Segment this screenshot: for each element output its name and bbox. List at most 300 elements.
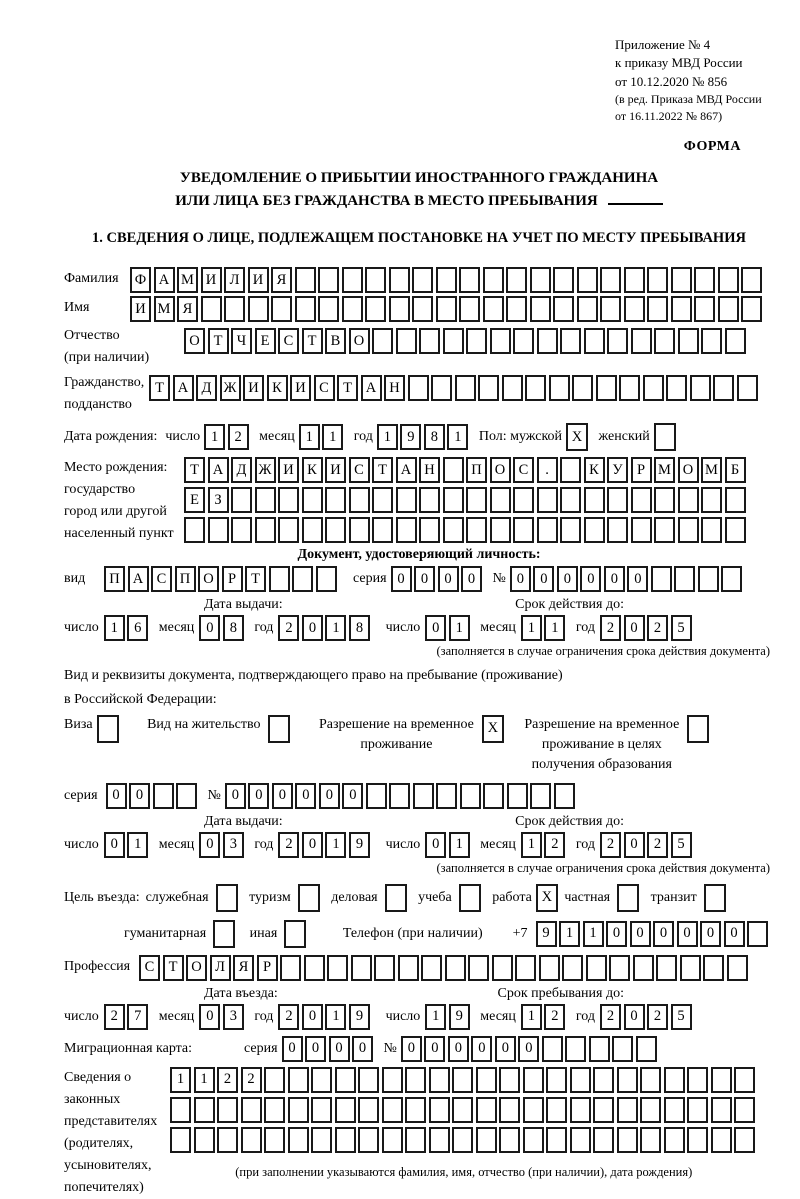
char-cell[interactable] <box>201 296 222 322</box>
char-cell[interactable] <box>429 1127 450 1153</box>
char-cell[interactable] <box>530 267 551 293</box>
char-cell[interactable] <box>718 296 739 322</box>
char-cell[interactable] <box>302 517 323 543</box>
char-cell[interactable] <box>443 328 464 354</box>
char-cell[interactable] <box>405 1097 426 1123</box>
char-cell[interactable] <box>490 517 511 543</box>
char-cell[interactable]: 0 <box>606 921 627 947</box>
char-cell[interactable] <box>264 1067 285 1093</box>
char-cell[interactable]: 0 <box>677 921 698 947</box>
char-cell[interactable] <box>241 1097 262 1123</box>
char-cell[interactable] <box>718 267 739 293</box>
char-cell[interactable] <box>483 296 504 322</box>
char-cell[interactable] <box>554 783 575 809</box>
char-cell[interactable] <box>737 375 758 401</box>
char-cell[interactable]: К <box>267 375 288 401</box>
char-cell[interactable]: Ф <box>130 267 151 293</box>
char-cell[interactable] <box>153 783 174 809</box>
char-cell[interactable] <box>711 1097 732 1123</box>
char-cell[interactable] <box>577 296 598 322</box>
char-cell[interactable] <box>405 1127 426 1153</box>
char-cell[interactable] <box>351 955 372 981</box>
char-cell[interactable]: 1 <box>447 424 468 450</box>
char-cell[interactable] <box>690 375 711 401</box>
char-cell[interactable] <box>694 296 715 322</box>
char-cell[interactable] <box>382 1067 403 1093</box>
char-cell[interactable] <box>570 1067 591 1093</box>
char-cell[interactable] <box>664 1067 685 1093</box>
char-cell[interactable]: 0 <box>199 832 220 858</box>
char-cell[interactable] <box>304 955 325 981</box>
char-cell[interactable]: 0 <box>272 783 293 809</box>
char-cell[interactable]: Е <box>255 328 276 354</box>
char-cell[interactable]: В <box>325 328 346 354</box>
char-cell[interactable] <box>349 517 370 543</box>
char-cell[interactable] <box>436 783 457 809</box>
char-cell[interactable] <box>525 375 546 401</box>
char-cell[interactable] <box>570 1127 591 1153</box>
char-cell[interactable]: 1 <box>325 1004 346 1030</box>
char-cell[interactable] <box>490 328 511 354</box>
char-cell[interactable] <box>560 328 581 354</box>
char-cell[interactable]: 2 <box>278 1004 299 1030</box>
char-cell[interactable] <box>316 566 337 592</box>
char-cell[interactable] <box>231 517 252 543</box>
char-cell[interactable] <box>476 1067 497 1093</box>
char-cell[interactable] <box>349 487 370 513</box>
char-cell[interactable]: 2 <box>600 832 621 858</box>
char-cell[interactable] <box>624 267 645 293</box>
char-cell[interactable]: 0 <box>471 1036 492 1062</box>
char-cell[interactable]: 1 <box>425 1004 446 1030</box>
char-cell[interactable]: 3 <box>223 832 244 858</box>
char-cell[interactable] <box>269 566 290 592</box>
char-cell[interactable] <box>502 375 523 401</box>
char-cell[interactable] <box>431 375 452 401</box>
char-cell[interactable]: К <box>584 457 605 483</box>
char-cell[interactable]: М <box>701 457 722 483</box>
char-cell[interactable] <box>483 267 504 293</box>
char-cell[interactable] <box>725 328 746 354</box>
char-cell[interactable] <box>455 375 476 401</box>
char-cell[interactable] <box>194 1097 215 1123</box>
char-cell[interactable] <box>452 1097 473 1123</box>
char-cell[interactable] <box>725 517 746 543</box>
char-cell[interactable]: С <box>349 457 370 483</box>
char-cell[interactable]: А <box>154 267 175 293</box>
char-cell[interactable] <box>651 566 672 592</box>
char-cell[interactable]: 0 <box>518 1036 539 1062</box>
char-cell[interactable]: 5 <box>671 832 692 858</box>
char-cell[interactable] <box>713 375 734 401</box>
char-cell[interactable]: 2 <box>544 1004 565 1030</box>
char-cell[interactable]: О <box>490 457 511 483</box>
char-cell[interactable]: 1 <box>325 615 346 641</box>
char-cell[interactable]: 1 <box>204 424 225 450</box>
char-cell[interactable] <box>325 517 346 543</box>
char-cell[interactable]: Л <box>224 267 245 293</box>
char-cell[interactable]: А <box>361 375 382 401</box>
char-cell[interactable]: П <box>104 566 125 592</box>
char-cell[interactable]: 0 <box>282 1036 303 1062</box>
char-cell[interactable]: 0 <box>580 566 601 592</box>
char-cell[interactable] <box>586 955 607 981</box>
char-cell[interactable] <box>408 375 429 401</box>
char-cell[interactable] <box>335 1127 356 1153</box>
char-cell[interactable]: 0 <box>425 615 446 641</box>
char-cell[interactable]: С <box>278 328 299 354</box>
char-cell[interactable] <box>372 487 393 513</box>
char-cell[interactable] <box>656 955 677 981</box>
char-cell[interactable]: М <box>654 457 675 483</box>
char-cell[interactable] <box>584 517 605 543</box>
char-cell[interactable]: Д <box>196 375 217 401</box>
char-cell[interactable] <box>335 1097 356 1123</box>
char-cell[interactable] <box>664 1127 685 1153</box>
char-cell[interactable] <box>636 1036 657 1062</box>
char-cell[interactable] <box>537 517 558 543</box>
char-cell[interactable]: Ж <box>255 457 276 483</box>
char-cell[interactable]: 0 <box>624 615 645 641</box>
char-cell[interactable] <box>396 487 417 513</box>
char-cell[interactable] <box>429 1067 450 1093</box>
char-cell[interactable] <box>674 566 695 592</box>
char-cell[interactable] <box>412 296 433 322</box>
char-cell[interactable]: Я <box>177 296 198 322</box>
char-cell[interactable]: 0 <box>199 1004 220 1030</box>
char-cell[interactable] <box>318 267 339 293</box>
char-cell[interactable] <box>654 328 675 354</box>
char-cell[interactable] <box>419 517 440 543</box>
char-cell[interactable]: 9 <box>400 424 421 450</box>
char-cell[interactable]: 0 <box>305 1036 326 1062</box>
char-cell[interactable] <box>701 517 722 543</box>
char-cell[interactable] <box>572 375 593 401</box>
char-cell[interactable] <box>617 1127 638 1153</box>
char-cell[interactable] <box>612 1036 633 1062</box>
char-cell[interactable] <box>499 1097 520 1123</box>
char-cell[interactable] <box>565 1036 586 1062</box>
char-cell[interactable] <box>358 1067 379 1093</box>
char-cell[interactable] <box>703 955 724 981</box>
char-cell[interactable] <box>633 955 654 981</box>
char-cell[interactable]: З <box>208 487 229 513</box>
char-cell[interactable] <box>271 296 292 322</box>
char-cell[interactable]: 1 <box>325 832 346 858</box>
char-cell[interactable] <box>298 884 320 912</box>
char-cell[interactable] <box>255 517 276 543</box>
char-cell[interactable] <box>631 517 652 543</box>
char-cell[interactable] <box>241 1127 262 1153</box>
char-cell[interactable] <box>248 296 269 322</box>
char-cell[interactable] <box>553 296 574 322</box>
char-cell[interactable] <box>523 1127 544 1153</box>
char-cell[interactable]: 0 <box>104 832 125 858</box>
char-cell[interactable]: 0 <box>106 783 127 809</box>
char-cell[interactable] <box>584 487 605 513</box>
char-cell[interactable] <box>459 267 480 293</box>
char-cell[interactable]: 1 <box>299 424 320 450</box>
char-cell[interactable]: 9 <box>449 1004 470 1030</box>
char-cell[interactable] <box>335 1067 356 1093</box>
char-cell[interactable]: 7 <box>127 1004 148 1030</box>
char-cell[interactable] <box>176 783 197 809</box>
char-cell[interactable]: 1 <box>449 615 470 641</box>
char-cell[interactable]: 0 <box>391 566 412 592</box>
char-cell[interactable]: 1 <box>559 921 580 947</box>
char-cell[interactable]: 1 <box>449 832 470 858</box>
char-cell[interactable]: 1 <box>170 1067 191 1093</box>
char-cell[interactable] <box>436 267 457 293</box>
char-cell[interactable] <box>429 1097 450 1123</box>
char-cell[interactable] <box>647 267 668 293</box>
char-cell[interactable] <box>372 517 393 543</box>
char-cell[interactable] <box>208 517 229 543</box>
char-cell[interactable] <box>365 267 386 293</box>
char-cell[interactable] <box>725 487 746 513</box>
char-cell[interactable] <box>492 955 513 981</box>
char-cell[interactable] <box>617 884 639 912</box>
char-cell[interactable] <box>374 955 395 981</box>
char-cell[interactable] <box>358 1097 379 1123</box>
char-cell[interactable] <box>600 267 621 293</box>
char-cell[interactable]: 2 <box>600 1004 621 1030</box>
char-cell[interactable] <box>741 296 762 322</box>
char-cell[interactable] <box>365 296 386 322</box>
char-cell[interactable] <box>671 267 692 293</box>
char-cell[interactable]: Т <box>184 457 205 483</box>
char-cell[interactable]: 0 <box>630 921 651 947</box>
char-cell[interactable]: Т <box>302 328 323 354</box>
char-cell[interactable] <box>640 1097 661 1123</box>
char-cell[interactable]: О <box>349 328 370 354</box>
char-cell[interactable] <box>589 1036 610 1062</box>
char-cell[interactable] <box>443 457 464 483</box>
char-cell[interactable]: Т <box>149 375 170 401</box>
char-cell[interactable] <box>640 1127 661 1153</box>
char-cell[interactable] <box>687 715 709 743</box>
char-cell[interactable]: 9 <box>536 921 557 947</box>
char-cell[interactable]: О <box>184 328 205 354</box>
char-cell[interactable] <box>389 783 410 809</box>
char-cell[interactable]: С <box>151 566 172 592</box>
char-cell[interactable] <box>560 517 581 543</box>
char-cell[interactable] <box>295 296 316 322</box>
char-cell[interactable] <box>318 296 339 322</box>
char-cell[interactable] <box>530 783 551 809</box>
char-cell[interactable] <box>734 1097 755 1123</box>
char-cell[interactable]: А <box>173 375 194 401</box>
char-cell[interactable]: 1 <box>322 424 343 450</box>
char-cell[interactable] <box>654 517 675 543</box>
char-cell[interactable] <box>593 1127 614 1153</box>
char-cell[interactable] <box>264 1097 285 1123</box>
char-cell[interactable]: Р <box>222 566 243 592</box>
char-cell[interactable]: К <box>302 457 323 483</box>
char-cell[interactable] <box>619 375 640 401</box>
char-cell[interactable]: 2 <box>647 1004 668 1030</box>
char-cell[interactable] <box>523 1067 544 1093</box>
char-cell[interactable]: А <box>208 457 229 483</box>
char-cell[interactable] <box>288 1097 309 1123</box>
char-cell[interactable] <box>466 328 487 354</box>
char-cell[interactable] <box>617 1067 638 1093</box>
char-cell[interactable]: Т <box>163 955 184 981</box>
char-cell[interactable]: Н <box>384 375 405 401</box>
char-cell[interactable] <box>413 783 434 809</box>
char-cell[interactable]: А <box>128 566 149 592</box>
char-cell[interactable] <box>515 955 536 981</box>
char-cell[interactable]: X <box>482 715 504 743</box>
char-cell[interactable]: 0 <box>225 783 246 809</box>
char-cell[interactable] <box>499 1067 520 1093</box>
char-cell[interactable] <box>445 955 466 981</box>
char-cell[interactable] <box>382 1097 403 1123</box>
char-cell[interactable]: 0 <box>653 921 674 947</box>
char-cell[interactable] <box>687 1127 708 1153</box>
char-cell[interactable] <box>419 487 440 513</box>
char-cell[interactable]: . <box>537 457 558 483</box>
char-cell[interactable] <box>654 423 676 451</box>
char-cell[interactable] <box>443 487 464 513</box>
char-cell[interactable]: 0 <box>329 1036 350 1062</box>
char-cell[interactable] <box>631 328 652 354</box>
char-cell[interactable]: Т <box>208 328 229 354</box>
char-cell[interactable]: И <box>243 375 264 401</box>
char-cell[interactable] <box>483 783 504 809</box>
char-cell[interactable]: 2 <box>544 832 565 858</box>
char-cell[interactable] <box>734 1067 755 1093</box>
char-cell[interactable]: Т <box>337 375 358 401</box>
char-cell[interactable]: 3 <box>223 1004 244 1030</box>
char-cell[interactable]: 0 <box>425 832 446 858</box>
char-cell[interactable]: Д <box>231 457 252 483</box>
char-cell[interactable] <box>460 783 481 809</box>
char-cell[interactable] <box>358 1127 379 1153</box>
char-cell[interactable] <box>560 457 581 483</box>
char-cell[interactable]: И <box>290 375 311 401</box>
char-cell[interactable] <box>443 517 464 543</box>
char-cell[interactable]: 0 <box>352 1036 373 1062</box>
char-cell[interactable]: 1 <box>127 832 148 858</box>
char-cell[interactable]: 0 <box>700 921 721 947</box>
char-cell[interactable] <box>419 328 440 354</box>
char-cell[interactable]: М <box>177 267 198 293</box>
char-cell[interactable] <box>507 783 528 809</box>
char-cell[interactable] <box>523 1097 544 1123</box>
char-cell[interactable] <box>701 487 722 513</box>
char-cell[interactable] <box>311 1067 332 1093</box>
char-cell[interactable] <box>577 267 598 293</box>
char-cell[interactable]: 0 <box>510 566 531 592</box>
char-cell[interactable] <box>542 1036 563 1062</box>
char-cell[interactable] <box>721 566 742 592</box>
char-cell[interactable] <box>231 487 252 513</box>
char-cell[interactable] <box>288 1127 309 1153</box>
char-cell[interactable] <box>284 920 306 948</box>
char-cell[interactable] <box>396 328 417 354</box>
char-cell[interactable]: А <box>396 457 417 483</box>
char-cell[interactable]: 0 <box>401 1036 422 1062</box>
char-cell[interactable] <box>654 487 675 513</box>
char-cell[interactable]: 0 <box>438 566 459 592</box>
char-cell[interactable] <box>278 487 299 513</box>
char-cell[interactable] <box>459 296 480 322</box>
char-cell[interactable] <box>593 1097 614 1123</box>
char-cell[interactable] <box>311 1127 332 1153</box>
char-cell[interactable] <box>617 1097 638 1123</box>
char-cell[interactable] <box>490 487 511 513</box>
char-cell[interactable] <box>607 328 628 354</box>
char-cell[interactable]: Е <box>184 487 205 513</box>
char-cell[interactable]: 0 <box>302 1004 323 1030</box>
char-cell[interactable]: 2 <box>647 832 668 858</box>
char-cell[interactable]: 0 <box>319 783 340 809</box>
char-cell[interactable]: 0 <box>302 615 323 641</box>
char-cell[interactable] <box>607 517 628 543</box>
char-cell[interactable] <box>513 487 534 513</box>
char-cell[interactable] <box>537 487 558 513</box>
char-cell[interactable] <box>342 267 363 293</box>
char-cell[interactable]: Л <box>210 955 231 981</box>
char-cell[interactable]: Т <box>245 566 266 592</box>
char-cell[interactable] <box>678 328 699 354</box>
char-cell[interactable]: Я <box>233 955 254 981</box>
char-cell[interactable] <box>436 296 457 322</box>
char-cell[interactable]: 0 <box>495 1036 516 1062</box>
char-cell[interactable] <box>327 955 348 981</box>
char-cell[interactable]: 2 <box>228 424 249 450</box>
char-cell[interactable] <box>398 955 419 981</box>
char-cell[interactable] <box>539 955 560 981</box>
char-cell[interactable]: Ж <box>220 375 241 401</box>
char-cell[interactable] <box>678 517 699 543</box>
char-cell[interactable] <box>664 1097 685 1123</box>
char-cell[interactable] <box>468 955 489 981</box>
char-cell[interactable]: С <box>513 457 534 483</box>
char-cell[interactable] <box>546 1097 567 1123</box>
char-cell[interactable] <box>217 1097 238 1123</box>
char-cell[interactable]: 1 <box>377 424 398 450</box>
char-cell[interactable] <box>553 267 574 293</box>
char-cell[interactable] <box>264 1127 285 1153</box>
char-cell[interactable] <box>506 267 527 293</box>
char-cell[interactable] <box>546 1067 567 1093</box>
char-cell[interactable] <box>687 1067 708 1093</box>
char-cell[interactable] <box>671 296 692 322</box>
char-cell[interactable]: 9 <box>349 832 370 858</box>
char-cell[interactable] <box>624 296 645 322</box>
char-cell[interactable] <box>734 1127 755 1153</box>
char-cell[interactable] <box>704 884 726 912</box>
char-cell[interactable] <box>747 921 768 947</box>
char-cell[interactable]: 0 <box>302 832 323 858</box>
char-cell[interactable]: П <box>466 457 487 483</box>
char-cell[interactable] <box>292 566 313 592</box>
char-cell[interactable] <box>593 1067 614 1093</box>
char-cell[interactable] <box>476 1097 497 1123</box>
char-cell[interactable] <box>631 487 652 513</box>
char-cell[interactable]: И <box>201 267 222 293</box>
char-cell[interactable]: X <box>536 884 558 912</box>
char-cell[interactable]: 9 <box>349 1004 370 1030</box>
char-cell[interactable] <box>711 1067 732 1093</box>
char-cell[interactable] <box>466 487 487 513</box>
char-cell[interactable]: 8 <box>349 615 370 641</box>
char-cell[interactable]: И <box>325 457 346 483</box>
char-cell[interactable] <box>216 884 238 912</box>
char-cell[interactable]: М <box>154 296 175 322</box>
